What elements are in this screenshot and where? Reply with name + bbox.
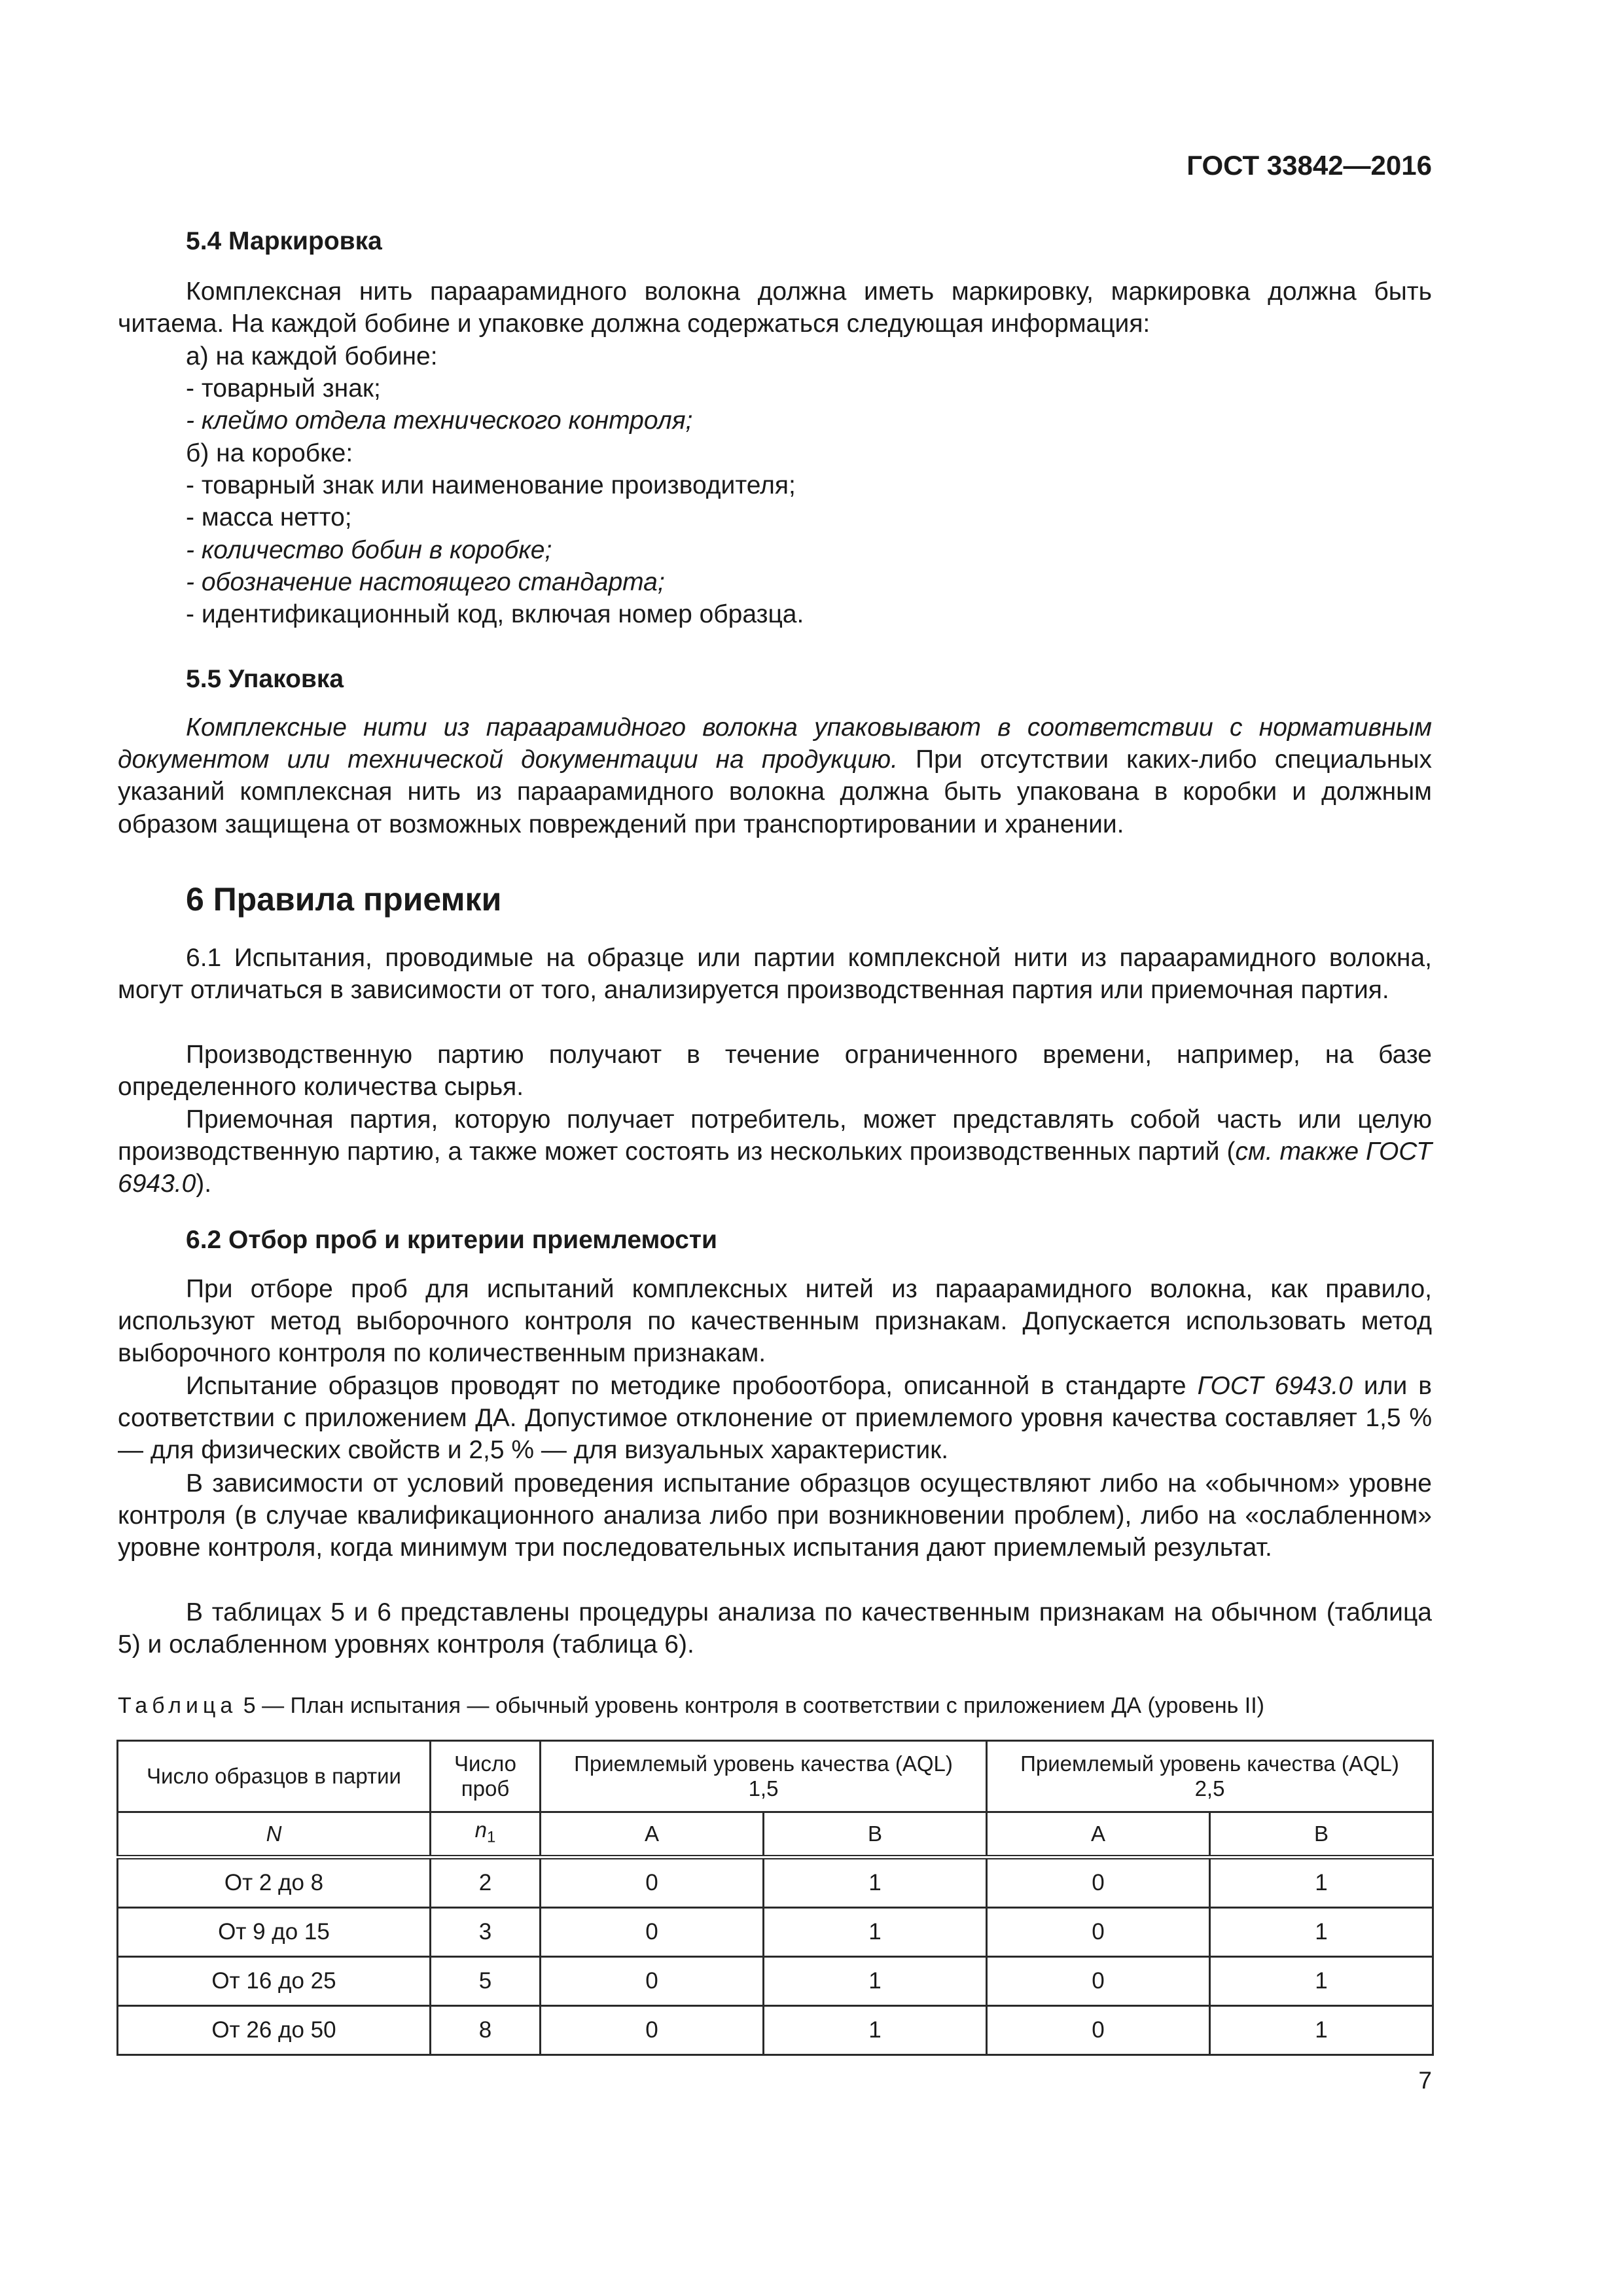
symbol-text: n [474,1818,487,1842]
symbol-a: A [541,1812,764,1857]
table-cell: От 16 до 25 [118,1957,431,2006]
list-item: - обозначение настоящего стандарта; [186,568,665,596]
table-cell: 5 [431,1957,541,2006]
table-cell: 1 [1210,1857,1433,1908]
header-text: Число [454,1751,516,1776]
header-text: Приемлемый уровень качества (AQL) [574,1751,953,1776]
paragraph-text: ). [196,1170,212,1198]
header-text: Приемлемый уровень качества (AQL) [1020,1751,1399,1776]
header-text: 2,5 [1194,1776,1225,1801]
table-cell: От 26 до 50 [118,2006,431,2055]
list-a-heading: а) на каждой бобине: [186,342,438,370]
table-caption-text: 5 — План испытания — обычный уровень контроля в соответствии с приложением ДА (уровень II) [237,1693,1264,1718]
table-cell: 1 [764,1957,987,2006]
table-row [118,1857,1433,1908]
table-cell: 1 [1210,1908,1433,1957]
list-item: - масса нетто; [186,503,352,531]
table-row [118,2006,1433,2055]
section-6-paragraph: Производственную партию получают в течение ограниченного времени, например, на базе определенного количества сырья. [118,1041,1432,1102]
table-cell: 0 [987,1957,1210,2006]
paragraph-reference: см. также ГОСТ 6943.0 [118,1138,1432,1198]
symbol-subscript: 1 [487,1828,496,1846]
table-cell: 0 [987,1857,1210,1908]
page-number: 7 [1418,2067,1432,2094]
table-cell: 0 [541,1857,764,1908]
header-text: проб [461,1776,510,1801]
table-caption-label: Таблица [118,1693,238,1718]
document-code: ГОСТ 33842—2016 [1186,150,1432,181]
section-5-5-title: 5.5 Упаковка [186,665,344,693]
section-6-2-paragraph: В зависимости от условий проведения испытание образцов осуществляют либо на «обычном» уровне контроля (в случае квалификационного анализа либо при возникновении проблем), либо на «ослабленном» уровне контроля, когда минимум три последовательных испытания дают приемлемый результат. [118,1469,1432,1562]
symbol-b: B [1210,1812,1433,1857]
table-cell: 0 [987,2006,1210,2055]
symbol-n1 [431,1812,541,1857]
section-6-2-paragraph: В таблицах 5 и 6 представлены процедуры анализа по качественным признакам на обычном (таблица 5) и ослабленном уровнях контроля (таблица 6). [118,1598,1432,1659]
section-6-paragraph [118,1103,1432,1200]
table-cell: 0 [541,2006,764,2055]
table-symbol-row [118,1812,1433,1857]
list-item: - клеймо отдела технического контроля; [186,406,693,435]
section-6-2-paragraph: При отборе проб для испытаний комплексных нитей из параарамидного волокна, как правило, используют метод выборочного контроля по качественным признакам. Допускается использовать метод выборочного контроля по количественным признакам. [118,1275,1432,1368]
table-cell: 1 [1210,1957,1433,2006]
symbol-a: A [987,1812,1210,1857]
list-item: - количество бобин в коробке; [186,536,552,564]
table-cell: 0 [541,1957,764,2006]
symbol-b: B [764,1812,987,1857]
header-sample-count: Число образцов в партии [118,1741,431,1812]
table-cell: 1 [1210,2006,1433,2055]
header-aql-2-5 [987,1741,1433,1812]
table-5-caption [118,1691,1432,1720]
section-6-2-title: 6.2 Отбор проб и критерии приемлемости [186,1226,717,1254]
paragraph-text: Испытание образцов проводят по методике пробоотбора, описанной в стандарте [186,1372,1198,1400]
table-cell: 1 [764,2006,987,2055]
table-cell: 0 [987,1908,1210,1957]
list-item: - идентификационный код, включая номер образца. [186,600,804,628]
table-header-row [118,1741,1433,1812]
table-cell: 3 [431,1908,541,1957]
section-5-5-text [118,711,1432,840]
symbol-N: N [118,1812,431,1857]
list-b-heading: б) на коробке: [186,439,353,467]
table-cell: От 9 до 15 [118,1908,431,1957]
section-5-4-intro: Комплексная нить параарамидного волокна должна иметь маркировку, маркировка должна быть читаема. На каждой бобине и упаковке должна содержаться следующая информация: [118,278,1432,338]
section-5-5-text-italic: Комплексные нити из параарамидного волокна упаковывают в соответствии с нормативным документом или технической документации на продукцию. [118,713,1432,774]
paragraph-reference: ГОСТ 6943.0 [1197,1372,1353,1400]
table-cell: 2 [431,1857,541,1908]
section-6-2-paragraph [118,1370,1432,1467]
table-cell: 8 [431,2006,541,2055]
table-cell: 1 [764,1908,987,1957]
list-item: - товарный знак или наименование производителя; [186,471,796,499]
table-cell: 0 [541,1908,764,1957]
header-samples [431,1741,541,1812]
header-aql-1-5 [541,1741,987,1812]
section-5-5-text-regular: При отсутствии каких-либо специальных указаний комплексная нить из параарамидного волокна должна быть упакована в коробки и должным образом защищена от возможных повреждений при транспортировании и хранении. [118,745,1432,838]
paragraph-text: Приемочная партия, которую получает потребитель, может представлять собой часть или целую производственную партию, а также может состоять из нескольких производственных партий ( [118,1105,1432,1166]
header-text: 1,5 [748,1776,779,1801]
section-6-title: 6 Правила приемки [186,881,502,918]
section-5-4-title: 5.4 Маркировка [186,227,382,255]
table-row [118,1957,1433,2006]
table-5 [116,1740,1434,2056]
table-row [118,1908,1433,1957]
section-6-1-text: 6.1 Испытания, проводимые на образце или партии комплексной нити из параарамидного волокна, могут отличаться в зависимости от того, анализируется производственная партия или приемочная партия. [118,944,1432,1005]
table-cell: От 2 до 8 [118,1857,431,1908]
list-item: - товарный знак; [186,374,381,403]
table-cell: 1 [764,1857,987,1908]
paragraph-text: или в соответствии с приложением ДА. Допустимое отклонение от приемлемого уровня качества составляет 1,5 % — для физических свойств и 2,5 % — для визуальных характеристик. [118,1372,1433,1465]
